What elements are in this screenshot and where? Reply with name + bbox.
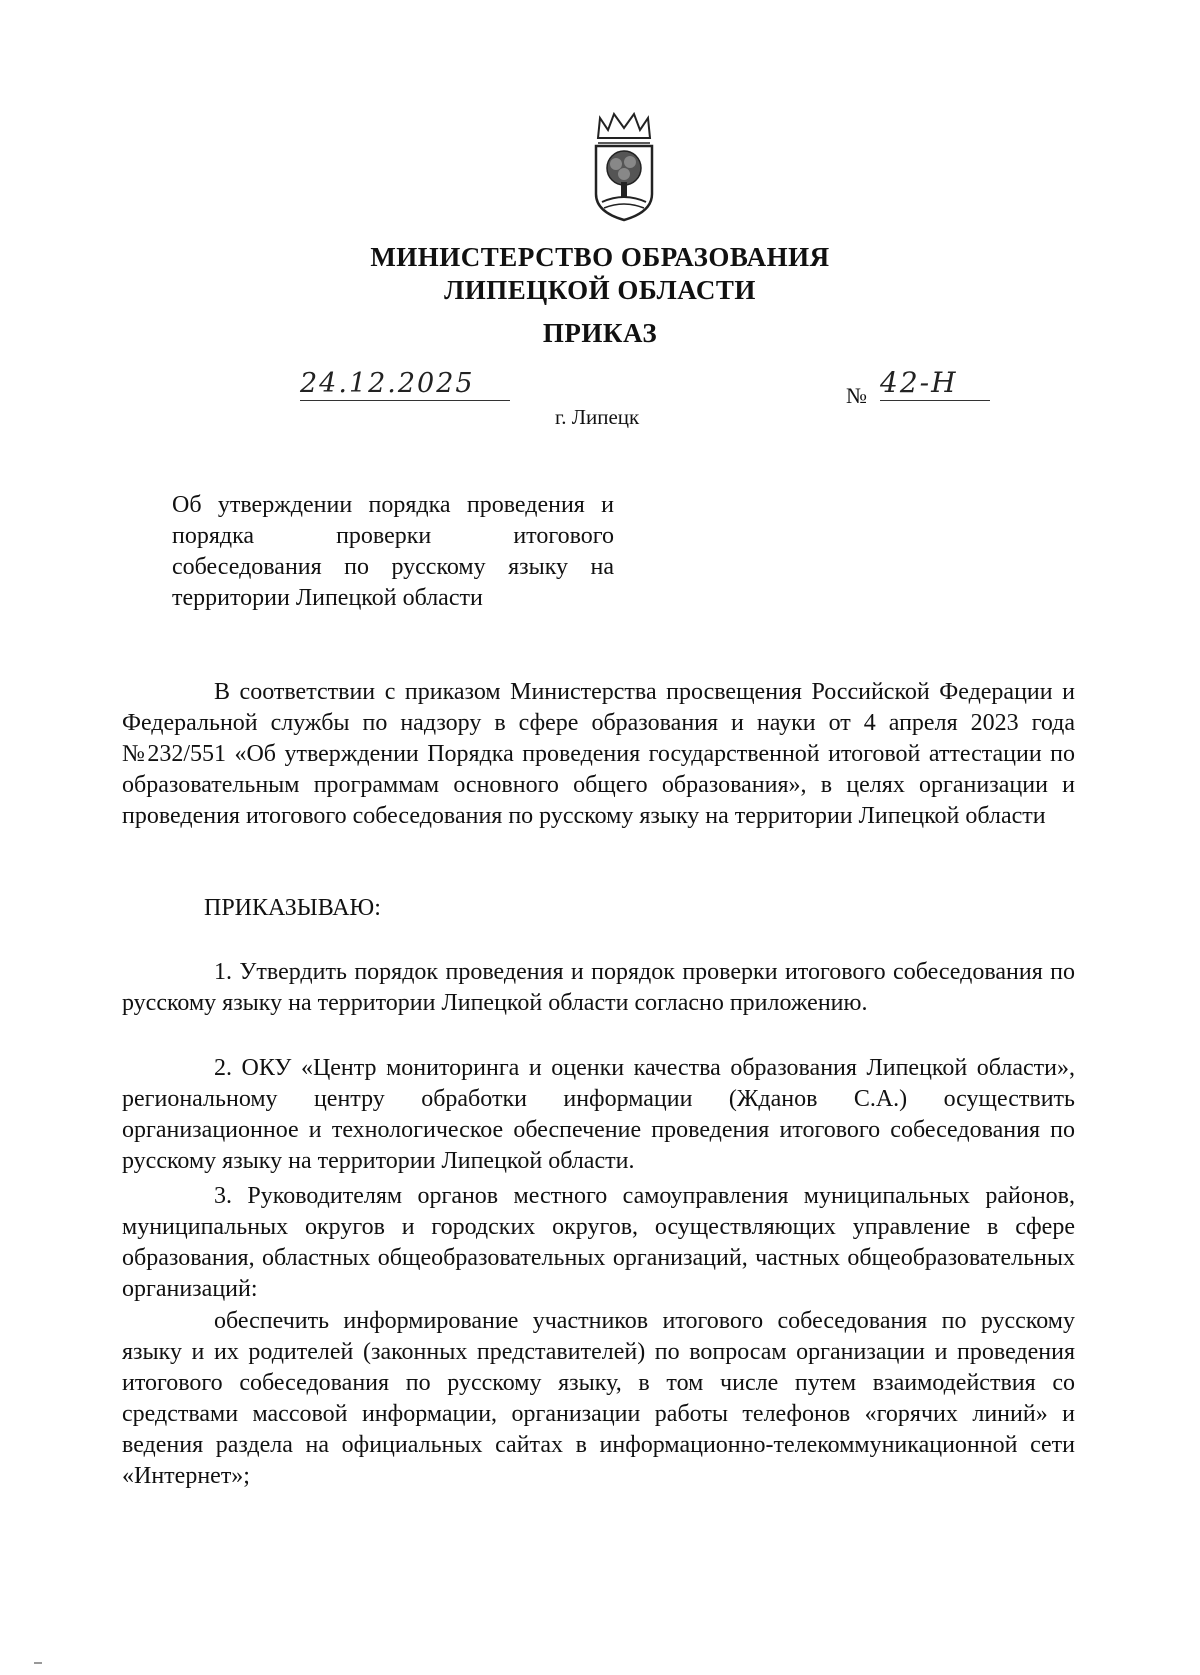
order-subject: Об утверждении порядка проведения и порядка проверки итогового собеседования по русскому языку на территории Липецкой области xyxy=(172,492,614,611)
ministry-name-line2: ЛИПЕЦКОЙ ОБЛАСТИ xyxy=(444,275,756,305)
handwritten-date: 24.12.2025 xyxy=(300,368,510,401)
page-edge-mark xyxy=(34,1662,42,1664)
city: г. Липецк xyxy=(555,405,640,429)
item-1: 1. Утвердить порядок проведения и порядок проверки итогового собеседования по русскому языку на территории Липецкой области согласно приложению. xyxy=(122,959,1075,1016)
preamble-paragraph: В соответствии с приказом Министерства просвещения Российской Федерации и Федеральной службы по надзору в сфере образования и науки от 4 апреля 2023 года №232/551 «Об утверждении Порядка проведения государственной итоговой аттестации по образовательным программам основного общего образования», в целях организации и проведения итогового собеседования по русскому языку на территории Липецкой области xyxy=(122,679,1075,829)
item-3-subparagraph: обеспечить информирование участников итогового собеседования по русскому языку и их родителей (законных представителей) по вопросам организации и проведения итогового собеседования по русскому языку, в том числе путем взаимодействия со средствами массовой информации, организации работы телефонов «горячих линий» и ведения раздела на официальных сайтах в информационно-телекоммуникационной сети «Интернет»; xyxy=(122,1308,1075,1489)
handwritten-number: 42-Н xyxy=(880,366,990,401)
number-sign: № xyxy=(846,383,867,408)
document-type: ПРИКАЗ xyxy=(542,318,658,348)
item-3: 3. Руководителям органов местного самоуправления муниципальных районов, муниципальных округов и городских округов, осуществляющих управление в сфере образования, областных общеобразовательных организаций, частных общеобразовательных организаций: xyxy=(122,1183,1075,1302)
order-word: ПРИКАЗЫВАЮ: xyxy=(204,895,381,921)
item-2: 2. ОКУ «Центр мониторинга и оценки качества образования Липецкой области», региональному центру обработки информации (Жданов С.А.) осуществить организационное и технологическое обеспечение проведения итогового собеседования по русскому языку на территории Липецкой области. xyxy=(122,1055,1075,1174)
ministry-name-line1: МИНИСТЕРСТВО ОБРАЗОВАНИЯ xyxy=(370,242,830,272)
coat-of-arms-icon xyxy=(590,112,658,224)
